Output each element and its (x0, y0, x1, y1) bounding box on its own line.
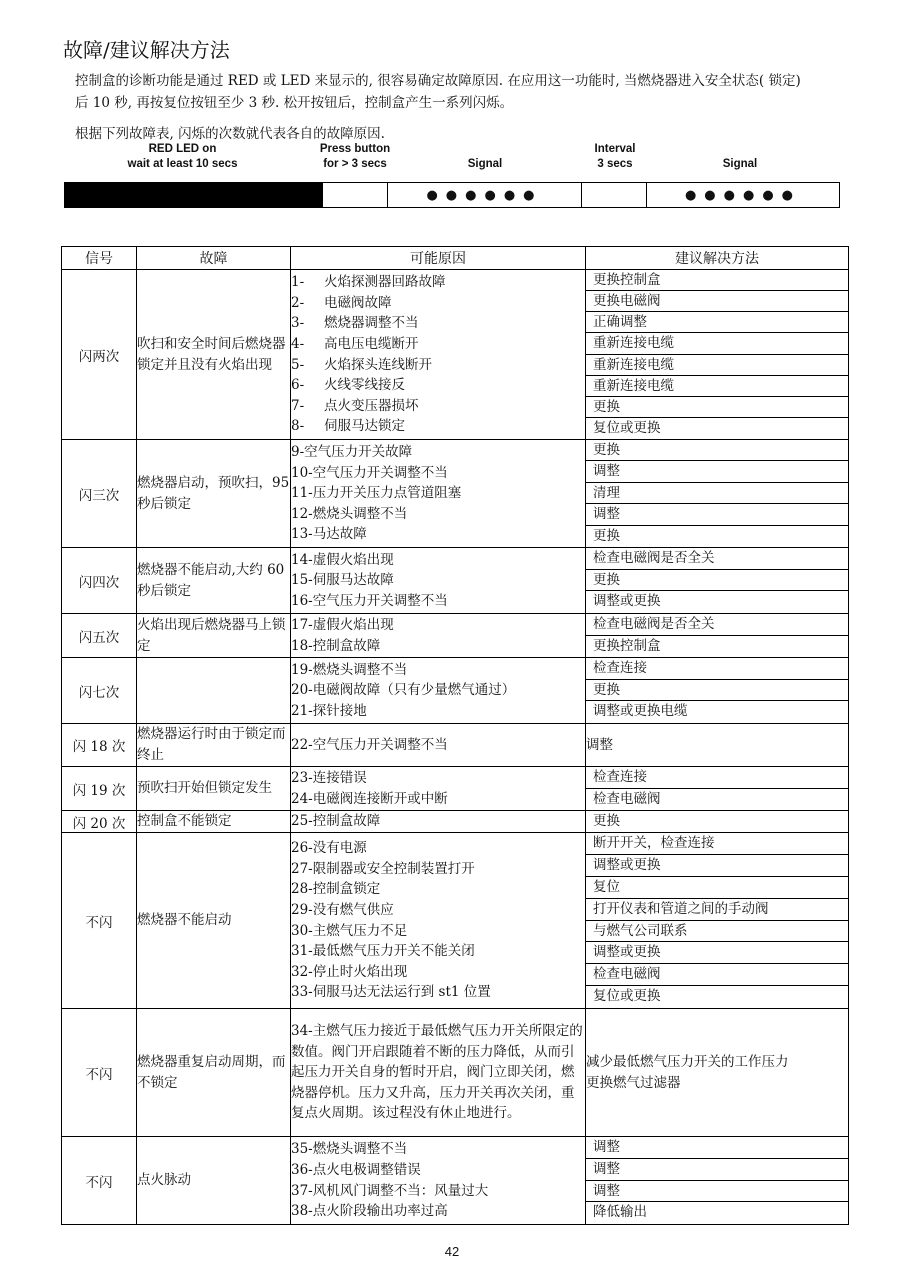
solution-item: 调整 (586, 1181, 848, 1203)
table-row (62, 1009, 849, 1137)
solutions-cell (586, 658, 849, 724)
intro-paragraph: 控制盒的诊断功能是通过 RED 或 LED 来显示的, 很容易确定故障原因. 在应用这一功能时, 当燃烧器进入安全状态( 锁定) 后 10 秒, 再按复位按钮至少 3 秒. 松开按钮后，控制盒产生一系列闪烁。 (75, 73, 801, 111)
signal-cell: 闪三次 (62, 440, 137, 548)
cause-item: 27-限制器或安全控制装置打开 (291, 860, 475, 877)
cause-item (291, 416, 585, 437)
cause-item: 14-虚假火焰出现 (291, 551, 394, 568)
cause-item (291, 293, 585, 314)
cause-item: 37-风机风门调整不当：风量过大 (291, 1182, 489, 1199)
solution-item: 重新连接电缆 (586, 333, 848, 354)
solutions-cell (586, 270, 849, 440)
solution-item: 重新连接电缆 (586, 355, 848, 376)
causes-cell (291, 811, 586, 833)
causes-cell: 34-主燃气压力接近于最低燃气压力开关所限定的数值。阀门开启跟随着不断的压力降低，从而引起压力开关自身的暂时开启，阀门立即关闭，燃烧器停机。压力又升高，压力开关再次关闭，重复点火周期。该过程没有休止地进行。 (291, 1009, 586, 1137)
solution-item: 更换控制盒 (586, 270, 848, 291)
solution-item: 调整或更换电缆 (593, 703, 688, 720)
cause-item (291, 375, 585, 396)
cause-item: 35-燃烧头调整不当 (291, 1141, 408, 1158)
signal-cell: 闪 19 次 (62, 767, 137, 811)
solution-item: 调整 (586, 504, 848, 525)
cause-text: 燃烧器调整不当 (324, 315, 419, 332)
solution-item: 更换 (586, 680, 848, 702)
cause-item (291, 396, 585, 417)
solution-item: 断开开关，检查连接 (586, 833, 848, 855)
causes-cell (291, 767, 586, 811)
solution-item: 调整 (586, 1137, 848, 1159)
signal-timeline-bar (64, 182, 840, 208)
cause-item: 16-空气压力开关调整不当 (291, 592, 448, 609)
fault-cell (137, 658, 291, 724)
fault-cell: 燃烧器不能启动 (137, 833, 291, 1009)
signal-cell: 闪两次 (62, 270, 137, 440)
cause-item: 30-主燃气压力不足 (291, 922, 408, 939)
cause-number: 4- (291, 335, 305, 352)
solution-item: 检查电磁阀是否全关 (586, 614, 848, 636)
causes-cell (291, 1137, 586, 1225)
cause-item: 38-点火阶段输出功率过高 (291, 1203, 448, 1220)
signal-cell: 不闪 (62, 833, 137, 1009)
cause-item: 32-停止时火焰出现 (291, 963, 408, 980)
causes-cell (291, 270, 586, 440)
cause-item: 25-控制盒故障 (291, 813, 381, 830)
cause-item: 11-压力开关压力点管道阻塞 (291, 485, 462, 502)
cause-item (291, 272, 585, 293)
signal-cell: 闪 18 次 (62, 724, 137, 767)
table-row (62, 724, 849, 767)
solution-item: 更换 (586, 440, 848, 461)
signal-cell: 闪七次 (62, 658, 137, 724)
causes-cell (291, 440, 586, 548)
solution-item: 检查电磁阀是否全关 (586, 548, 848, 570)
signal-label-signal-1: Signal (467, 158, 503, 170)
solutions-cell (586, 767, 849, 811)
solution-item: 更换 (586, 397, 848, 418)
fault-cell: 控制盒不能锁定 (137, 811, 291, 833)
cause-number: 8- (291, 418, 305, 435)
cause-item: 31-最低燃气压力开关不能关闭 (291, 943, 475, 960)
solution-item: 更换控制盒 (593, 637, 661, 654)
table-row (62, 270, 849, 440)
header-solutions: 建议解决方法 (586, 247, 849, 270)
solution-item: 调整或更换 (586, 855, 848, 877)
cause-item: 13-马达故障 (291, 526, 367, 543)
cause-number: 7- (291, 397, 305, 414)
cause-item: 19-燃烧头调整不当 (291, 661, 408, 678)
signal-label-signal-2: Signal (722, 158, 758, 170)
solutions-cell (586, 724, 849, 767)
solution-item: 复位或更换 (593, 419, 661, 436)
cause-text: 高电压电缆断开 (324, 335, 419, 352)
page-number: 42 (444, 1244, 460, 1259)
red-led-segment (65, 183, 323, 207)
header-signal: 信号 (62, 247, 137, 270)
signal-cell: 不闪 (62, 1137, 137, 1225)
solution-item: 复位 (586, 877, 848, 899)
page-title: 故障/建议解决方法 (63, 38, 230, 62)
solution-item: 更换 (593, 813, 620, 829)
fault-cell: 预吹扫开始但锁定发生 (137, 767, 291, 811)
table-row (62, 1137, 849, 1225)
fault-cell: 燃烧器启动，预吹扫，95 秒后锁定 (137, 440, 291, 548)
cause-text: 火焰探测器回路故障 (324, 274, 446, 291)
solution-item: 打开仪表和管道之间的手动阀 (586, 899, 848, 921)
cause-item: 20-电磁阀故障（只有少量燃气通过） (291, 682, 516, 699)
cause-item: 24-电磁阀连接断开或中断 (291, 790, 448, 807)
table-header-row (62, 247, 849, 270)
cause-item: 36-点火电极调整错误 (291, 1161, 421, 1178)
cause-item: 33-伺服马达无法运行到 st1 位置 (291, 984, 491, 1001)
causes-cell (291, 548, 586, 614)
signal-cell: 闪四次 (62, 548, 137, 614)
solution-item: 更换 (593, 527, 620, 544)
solution-item: 更换电磁阀 (586, 291, 848, 312)
table-row (62, 811, 849, 833)
cause-number: 2- (291, 294, 305, 311)
signal-label-press-button: Press button for > 3 secs (319, 143, 391, 170)
cause-item: 15-伺服马达故障 (291, 572, 394, 589)
solutions-cell (586, 833, 849, 1009)
fault-cell: 燃烧器不能启动,大约 60 秒后锁定 (137, 548, 291, 614)
cause-item: 12-燃烧头调整不当 (291, 505, 408, 522)
cause-item: 10-空气压力开关调整不当 (291, 464, 448, 481)
cause-item: 26-没有电源 (291, 840, 367, 857)
signal-cell: 闪五次 (62, 614, 137, 658)
solution-item: 检查电磁阀 (586, 964, 848, 986)
solutions-cell (586, 811, 849, 833)
cause-item: 17-虚假火焰出现 (291, 616, 394, 633)
fault-table (61, 246, 849, 1225)
solution-item: 更换 (586, 570, 848, 592)
solution-item: 调整或更换 (586, 942, 848, 964)
table-row (62, 833, 849, 1009)
table-note: 根据下列故障表, 闪烁的次数就代表各自的故障原因. (75, 126, 385, 142)
solutions-cell (586, 548, 849, 614)
solutions-cell (586, 614, 849, 658)
fault-cell: 吹扫和安全时间后燃烧器锁定并且没有火焰出现 (137, 270, 291, 440)
table-row (62, 440, 849, 548)
cause-item: 22-空气压力开关调整不当 (291, 736, 448, 753)
signal-label-interval: Interval 3 secs (594, 143, 636, 170)
solutions-cell (586, 440, 849, 548)
solutions-cell (586, 1009, 849, 1137)
fault-cell: 燃烧器运行时由于锁定而终止 (137, 724, 291, 767)
solution-item: 调整 (586, 1159, 848, 1181)
signal-dots-1: ●●●●●● (388, 183, 582, 207)
cause-item: 28-控制盒锁定 (291, 881, 381, 898)
cause-item: 29-没有燃气供应 (291, 901, 394, 918)
solution-item: 正确调整 (586, 312, 848, 333)
cause-text: 点火变压器损坏 (324, 397, 419, 414)
cause-number: 1- (291, 274, 305, 291)
cause-item: 23-连接错误 (291, 769, 367, 786)
solution-item: 减少最低燃气压力开关的工作压力 (586, 1053, 789, 1070)
solution-item: 复位或更换 (593, 988, 661, 1005)
solution-item: 调整 (586, 736, 613, 753)
header-causes: 可能原因 (291, 247, 586, 270)
solution-item: 与燃气公司联系 (586, 921, 848, 943)
table-row (62, 767, 849, 811)
causes-cell (291, 614, 586, 658)
cause-item (291, 355, 585, 376)
fault-cell: 火焰出现后燃烧器马上锁定 (137, 614, 291, 658)
causes-cell (291, 724, 586, 767)
solution-item: 清理 (586, 483, 848, 504)
cause-number: 5- (291, 356, 305, 373)
table-row (62, 658, 849, 724)
causes-cell (291, 658, 586, 724)
table-row (62, 614, 849, 658)
solution-item: 调整或更换 (593, 593, 661, 610)
fault-cell: 点火脉动 (137, 1137, 291, 1225)
cause-item: 9-空气压力开关故障 (291, 444, 413, 461)
solution-item: 降低输出 (593, 1204, 647, 1221)
press-button-segment (323, 183, 388, 207)
solutions-cell (586, 1137, 849, 1225)
cause-item (291, 334, 585, 355)
solution-item: 检查电磁阀 (593, 790, 661, 807)
cause-text: 火线零线接反 (324, 377, 405, 394)
fault-cell: 燃烧器重复启动周期，而不锁定 (137, 1009, 291, 1137)
table-row (62, 548, 849, 614)
signal-cell: 不闪 (62, 1009, 137, 1137)
causes-cell (291, 833, 586, 1009)
header-fault: 故障 (137, 247, 291, 270)
cause-number: 3- (291, 315, 305, 332)
interval-segment (582, 183, 647, 207)
cause-item (291, 313, 585, 334)
cause-text: 火焰探头连线断开 (324, 356, 432, 373)
cause-text: 电磁阀故障 (324, 294, 392, 311)
cause-item: 21-探针接地 (291, 702, 367, 719)
cause-item: 18-控制盒故障 (291, 637, 381, 654)
signal-cell: 闪 20 次 (62, 811, 137, 833)
solution-item: 检查连接 (586, 767, 848, 789)
signal-dots-2: ●●●●●● (684, 187, 802, 203)
solution-item: 更换燃气过滤器 (586, 1074, 681, 1091)
cause-number: 6- (291, 377, 305, 394)
solution-item: 重新连接电缆 (586, 376, 848, 397)
solution-item: 调整 (586, 461, 848, 482)
cause-text: 伺服马达锁定 (324, 418, 405, 435)
signal-label-red-led: RED LED on wait at least 10 secs (127, 143, 238, 170)
solution-item: 检查连接 (586, 658, 848, 680)
